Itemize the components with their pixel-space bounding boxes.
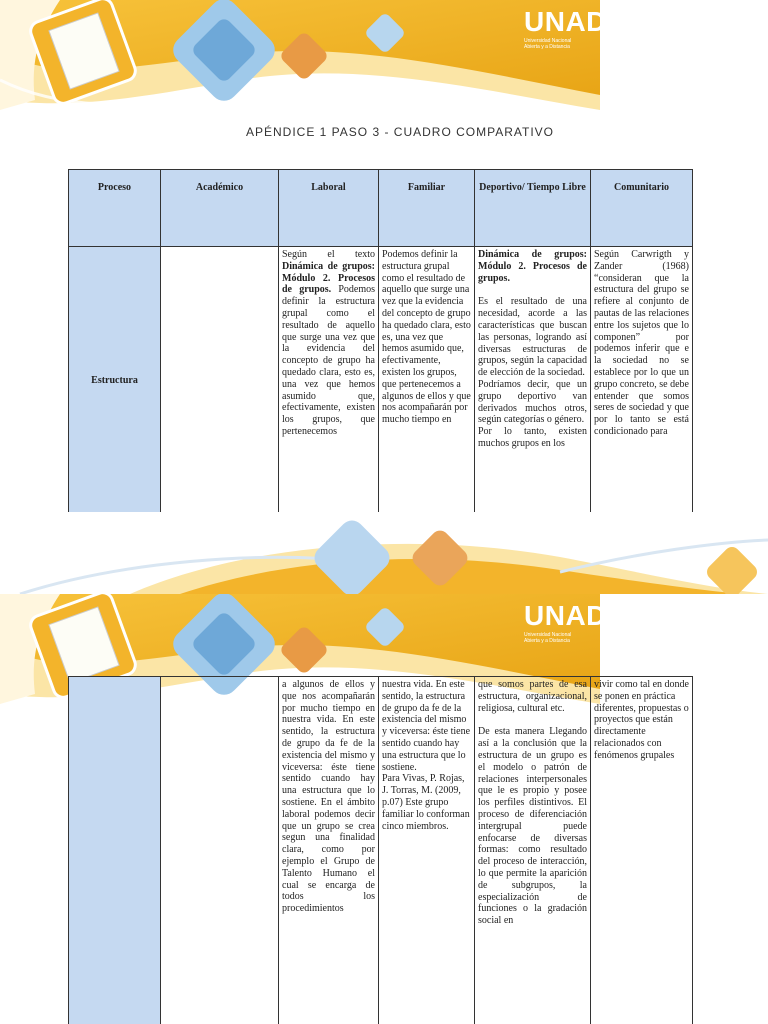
cell-comunitario-continued [591, 677, 693, 1024]
logo-subtitle-2: Abierta y a Distancia [524, 44, 570, 50]
logo-subtitle-2-2: Abierta y a Distancia [524, 638, 570, 644]
laboral-intro: Según el texto [282, 249, 375, 260]
cell-deportivo [475, 247, 591, 513]
logo-wordmark-2: UNAD [524, 600, 607, 631]
unad-logo-2 [524, 600, 607, 656]
deportivo-para-1: Es el resultado de una necesidad, acorde a las características que buscan las personas, logrando así diversas estructuras de grupos, según la capacidad de elección de la sociedad. [478, 296, 587, 379]
familiar-para-2: Para Vivas, P. Rojas, J. Torras, M. (2009, p.07) Este grupo familiar lo conforman cinco miembros. [382, 773, 470, 832]
cell-deportivo-continued [475, 677, 591, 1024]
footer-wave-graphic [0, 512, 768, 594]
document-title: APÉNDICE 1 PASO 3 - CUADRO COMPARATIVO [245, 125, 555, 139]
familiar-para-1: nuestra vida. En este sentido, la estructura de grupo da fe de la existencia del mismo y viceversa: éste tiene sentido cuando hay una estructura que lo sostiene. [382, 679, 471, 773]
comunitario-text-continued: vivir como tal en donde se ponen en práctica diferentes, propuestas o proyectos que están directamente relacionados con fenómenos grupales [594, 679, 689, 761]
header-comunitario: Comunitario [591, 170, 693, 247]
logo-wordmark: UNAD [524, 6, 607, 37]
laboral-text: Podemos definir la estructura grupal como el resultado de aquello que surge una vez que la evidencia del concepto de grupo ha quedado clara, esto es, una vez que hemos asumido que, efectivamente, existen los grupos, que pertenecemos [282, 284, 375, 437]
row-label-estructura: Estructura [69, 247, 161, 513]
header-familiar: Familiar [379, 170, 475, 247]
deportivo-para-2: Podríamos decir, que un grupo deportivo van derivados muchos otros, según categorías o género. [478, 378, 587, 426]
laboral-source: Dinámica de grupos: Módulo 2. Procesos de grupos. [282, 260, 375, 296]
page-banner [0, 0, 768, 130]
comparison-table [68, 169, 693, 512]
cell-comunitario [591, 247, 693, 513]
logo-subtitle-1: Universidad Nacional [524, 38, 572, 44]
cell-laboral-continued [279, 677, 379, 1024]
cell-laboral [279, 247, 379, 513]
deportivo-para-4: que somos partes de esa estructura, organizacional, religiosa, cultural etc. [478, 679, 587, 714]
table-row-estructura-continued [69, 677, 693, 1024]
row-label-continued [69, 677, 161, 1024]
cell-academico-continued [161, 677, 279, 1024]
page-footer-decoration [0, 512, 768, 594]
logo-subtitle-1-2: Universidad Nacional [524, 632, 572, 638]
deportivo-para-5: De esta manera Llegando así a la conclusión que la estructura de un grupo es el modelo o patrón de relaciones interpersonales que le es propio y posee los perfiles distintivos. El proceso de diferenciación intergrupal puede enfocarse de diversas formas: como resultado del proceso de interacción, lo que permite la aparición de subgrupos, la especialización de funciones o la gradación social en [478, 726, 587, 927]
comparison-table-continued [68, 676, 693, 1024]
cell-familiar [379, 247, 475, 513]
header-deportivo: Deportivo/ Tiempo Libre [475, 170, 591, 247]
familiar-text: Podemos definir la estructura grupal como el resultado de aquello que surge una vez que la evidencia del concepto de grupo ha quedado clara, esto es, una vez que hemos asumido que, efectivamente, existen los grupos, que pertenecemos a algunos de ellos y que nos acompañarán por mucho tiempo en [382, 249, 471, 426]
unad-logo [524, 6, 607, 62]
document-page-2 [0, 594, 768, 1024]
deportivo-para-3: Por lo tanto, existen muchos grupos en los [478, 426, 587, 449]
deportivo-source: Dinámica de grupos: Módulo 2. Procesos de grupos. [478, 249, 587, 284]
header-academico: Académico [161, 170, 279, 247]
table-header-row [69, 170, 693, 247]
laboral-text-continued: a algunos de ellos y que nos acompañarán por mucho tiempo en nuestra vida. En este sentido, la estructura de grupo da fe de la existencia del mismo y viceversa: éste tiene sentido cuando hay una estructura que lo sostiene. En el ámbito laboral podemos decir que un grupo se crea segun una finalidad clara, como por ejemplo el Grupo de Talento Humano el cual se encarga de todos los procedimientos [282, 679, 375, 915]
comunitario-text: Según Carwrigth y Zander (1968) “consideran que la estructura del grupo se refiere al conjunto de pautas de las relaciones entre los sujetos que lo componen” por podemos inferir que e la sociedad no se establece por lo que un grupo concreto, se debe entender que somos seres de sociedad y que por lo tanto se está condicionado para [594, 249, 689, 437]
table-row-estructura [69, 247, 693, 513]
cell-academico [161, 247, 279, 513]
header-proceso: Proceso [69, 170, 161, 247]
header-laboral: Laboral [279, 170, 379, 247]
cell-familiar-continued [379, 677, 475, 1024]
